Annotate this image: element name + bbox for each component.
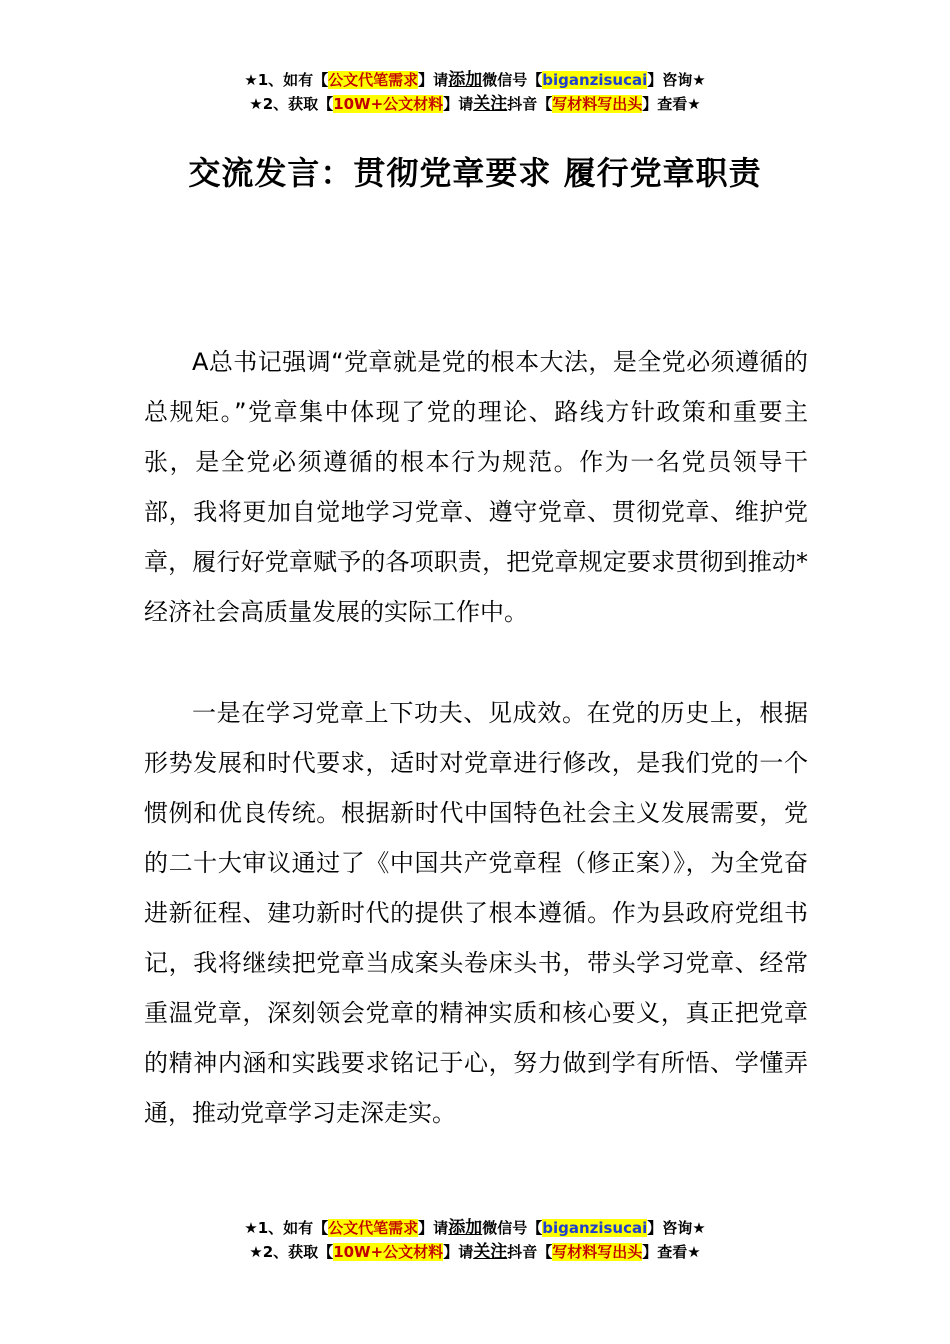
promo-line-2: ★2、获取【10W+公文材料】请关注抖音【写材料写出头】查看★ xyxy=(249,1242,701,1262)
promo-line-1: ★1、如有【公文代笔需求】请添加微信号【biganzisucai】咨询★ xyxy=(244,70,706,90)
promo-line-1: ★1、如有【公文代笔需求】请添加微信号【biganzisucai】咨询★ xyxy=(244,1218,706,1238)
wechat-id: biganzisucai xyxy=(542,1219,648,1237)
document-title: 交流发言：贯彻党章要求 履行党章职责 xyxy=(188,154,762,192)
douyin-account: 写材料写出头 xyxy=(552,95,643,113)
materials-tag: 10W+公文材料 xyxy=(333,1243,444,1261)
douyin-account: 写材料写出头 xyxy=(552,1243,643,1261)
materials-tag: 10W+公文材料 xyxy=(333,95,444,113)
paragraph-intro: A总书记强调“党章就是党的根本大法，是全党必须遵循的总规矩。”党章集中体现了党的理论、路线方针政策和重要主张，是全党必须遵循的根本行为规范。作为一名党员领导干部，我将更加自觉地学习党章、遵守党章、贯彻党章、维护党章，履行好党章赋予的各项职责，把党章规定要求贯彻到推动*经济社会高质量发展的实际工作中。 xyxy=(144,348,808,626)
promo-banner-top xyxy=(0,68,950,116)
service-tag: 公文代笔需求 xyxy=(328,1219,419,1237)
promo-line-2: ★2、获取【10W+公文材料】请关注抖音【写材料写出头】查看★ xyxy=(249,94,701,114)
paragraph-study: 一是在学习党章上下功夫、见成效。在党的历史上，根据形势发展和时代要求，适时对党章进行修改，是我们党的一个惯例和优良传统。根据新时代中国特色社会主义发展需要，党的二十大审议通过了《中国共产党章程（修正案）》，为全党奋进新征程、建功新时代的提供了根本遵循。作为县政府党组书记，我将继续把党章当成案头卷床头书，带头学习党章、经常重温党章，深刻领会党章的精神实质和核心要义，真正把党章的精神内涵和实践要求铭记于心，努力做到学有所悟、学懂弄通，推动党章学习走深走实。 xyxy=(144,699,808,1127)
promo-banner-bottom xyxy=(0,1216,950,1264)
service-tag: 公文代笔需求 xyxy=(328,71,419,89)
wechat-id: biganzisucai xyxy=(542,71,648,89)
